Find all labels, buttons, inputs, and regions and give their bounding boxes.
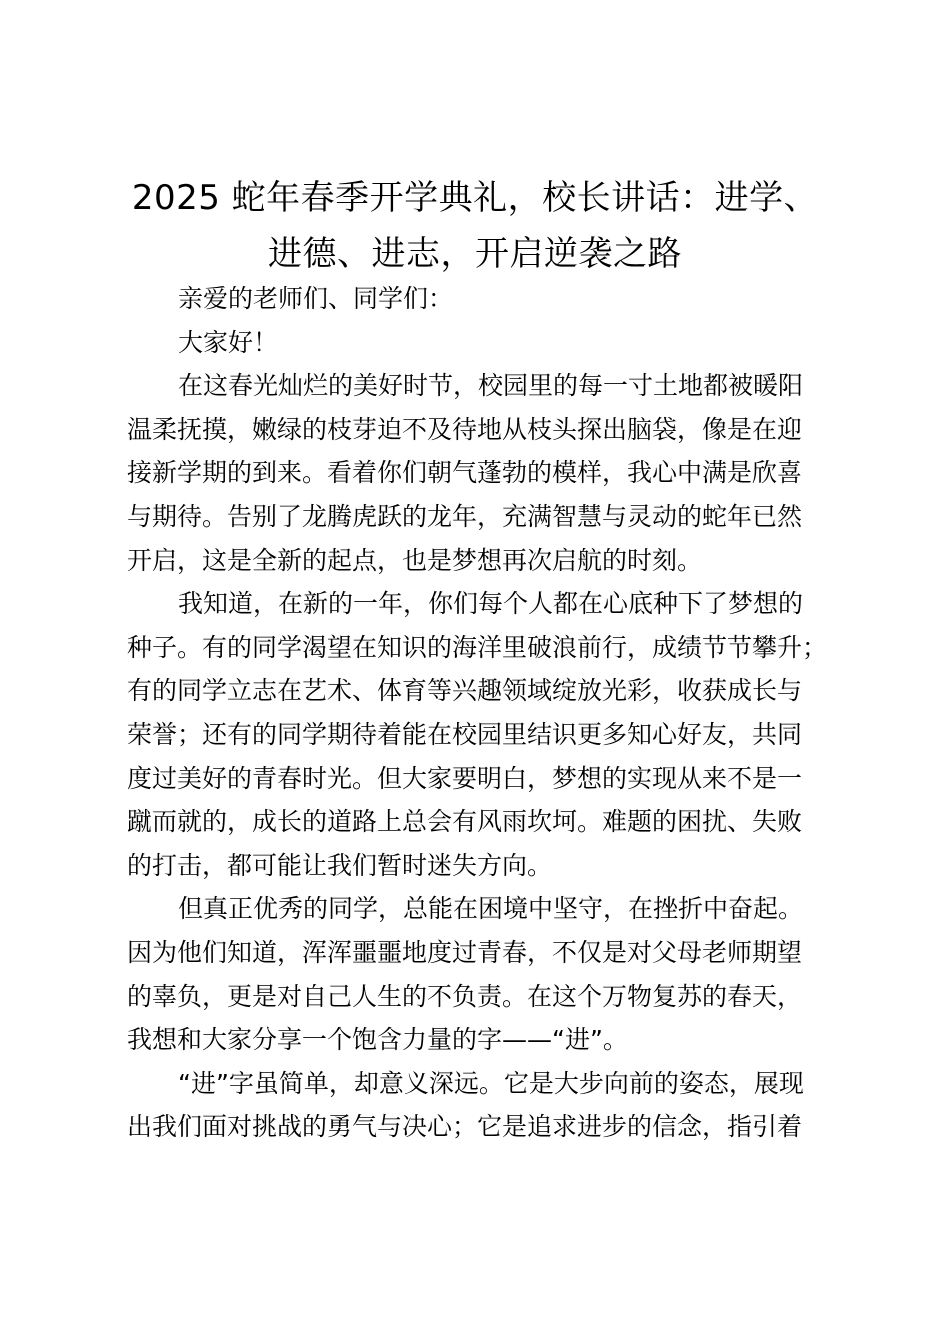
paragraph-line: 开启，这是全新的起点，也是梦想再次启航的时刻。 [127, 545, 703, 575]
body-paragraph [127, 582, 835, 887]
paragraph-line: 的打击，都可能让我们暂时迷失方向。 [127, 850, 553, 880]
paragraph-line: 种子。有的同学渴望在知识的海洋里破浪前行，成绩节节攀升； [127, 632, 828, 662]
body-paragraph [127, 364, 835, 582]
document-title [110, 170, 840, 282]
paragraph-line: 度过美好的青春时光。但大家要明白，梦想的实现从来不是一 [127, 763, 803, 793]
paragraph-line: 有的同学立志在艺术、体育等兴趣领域绽放光彩，收获成长与 [127, 676, 803, 706]
paragraph-line: 因为他们知道，浑浑噩噩地度过青春，不仅是对父母老师期望 [127, 937, 803, 967]
paragraph-line: “进”字虽简单，却意义深远。它是大步向前的姿态，展现 [178, 1068, 804, 1098]
document-body [127, 277, 835, 1149]
paragraph-line: 出我们面对挑战的勇气与决心；它是追求进步的信念，指引着 [127, 1112, 803, 1142]
paragraph-line: 大家好！ [178, 327, 279, 357]
greeting-paragraph [127, 321, 835, 365]
paragraph-line: 温柔抚摸，嫩绿的枝芽迫不及待地从枝头探出脑袋，像是在迎 [127, 414, 803, 444]
paragraph-line: 接新学期的到来。看着你们朝气蓬勃的模样，我心中满是欣喜 [127, 458, 803, 488]
paragraph-line: 在这春光灿烂的美好时节，校园里的每一寸土地都被暖阳 [178, 371, 804, 401]
salutation-paragraph [127, 277, 835, 321]
paragraph-line: 与期待。告别了龙腾虎跃的龙年，充满智慧与灵动的蛇年已然 [127, 501, 803, 531]
body-paragraph [127, 887, 835, 1061]
paragraph-line: 亲爱的老师们、同学们： [178, 284, 454, 313]
title-line: 2025 蛇年春季开学典礼，校长讲话：进学、 [131, 178, 819, 218]
paragraph-line: 我知道，在新的一年，你们每个人都在心底种下了梦想的 [178, 589, 804, 619]
paragraph-line: 我想和大家分享一个饱含力量的字——“进”。 [127, 1025, 628, 1055]
paragraph-line: 蹴而就的，成长的道路上总会有风雨坎坷。难题的困扰、失败 [127, 807, 803, 837]
title-line: 进德、进志，开启逆袭之路 [268, 234, 682, 274]
paragraph-line: 但真正优秀的同学，总能在困境中坚守，在挫折中奋起。 [178, 894, 804, 924]
body-paragraph [127, 1062, 835, 1149]
paragraph-line: 的辜负，更是对自己人生的不负责。在这个万物复苏的春天， [127, 981, 803, 1011]
paragraph-line: 荣誉；还有的同学期待着能在校园里结识更多知心好友，共同 [127, 719, 803, 749]
